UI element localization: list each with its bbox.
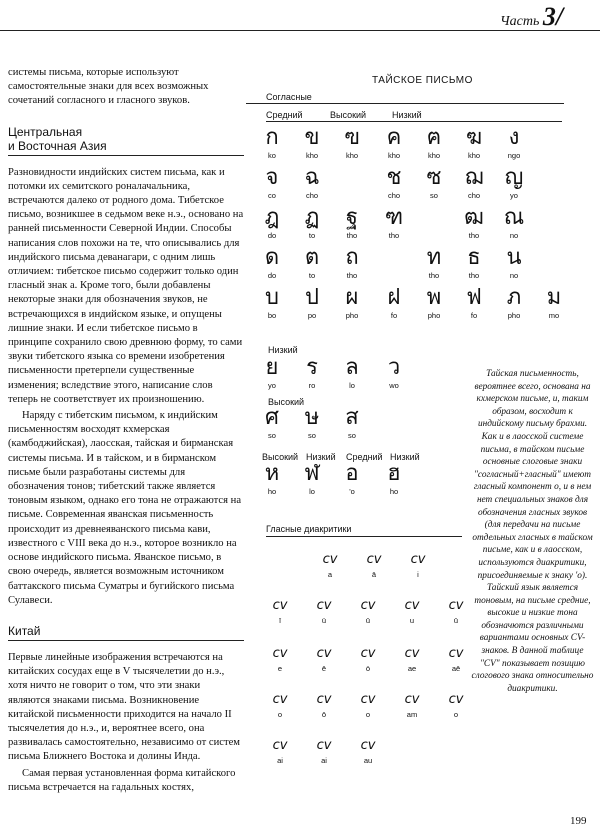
thai-letter: บ [265,285,279,310]
transliteration: no [509,231,519,240]
transliteration: ngo [507,151,521,160]
class-mid: Средний [266,110,303,120]
thai-letter: ก [265,125,279,150]
transliteration: tho [468,231,480,240]
transliteration: cho [387,191,401,200]
thai-letter: ฌ [464,165,484,190]
thai-letter: cv [316,598,332,613]
side-note: Тайская письменность, вероятнее всего, основана на кхмерском письме, и, таким образом, восходит к индийскому письму брахми. Как и в лаосской системе письма, в тайском письме основные слоговые знаки "согласный+гласный" имеют гласный компонент о, и в нем нет специальных знаков для обозначения гласных звуков (для передачи на письме отдельных гласных в тайском письме, как и в лаосском, используются диакритики, присоединяемые к знаку 'o). Тайский язык является тоновым, на письме средние, высокие и низкие тона обозначются различными вариантами основных CV-знаков. В данной таблице "CV" показывает позицию слогового знака относительно диакритики. [471,369,594,694]
thai-letter: ย [265,355,279,380]
transliteration: kho [427,151,441,160]
thai-letter: ภ [506,285,522,310]
thai-letter: ด [264,245,280,270]
running-header [500,2,563,32]
thai-letter: ผ [345,285,359,310]
paragraph: Разновидности индийских систем письма, как и потомки их семитского роналачальника, встречаются далеко от родного дома. Тибетское письмо, возникшее в седьмом веке н.э., основано на ранней письменности Северной Индии. Способы написания слов похожи на те, что описывались для индийского письма деванагари, с одним лишь отличием: тибетское письмо содержит только один гласный знак а. Кроме того, были добавлены некоторые знаки для обозначения звуков, не встречающихся в индийском языке, и опущены лишние знаки. И если тибетское письмо в принципе сохранило свою древнюю форму, то сами звуки тибетского языка со времени изобретения письменности претерпели существенные изменения; вследствие этого, написание слов теперь не соответствует их произношению. [8,166,244,405]
thai-letter: cv [272,646,288,661]
transliteration: tho [468,271,480,280]
thai-letter: ม [546,285,562,310]
thai-letter: ฐ [345,205,359,230]
transliteration: o [453,710,459,719]
thai-letter: ฑ [384,205,404,230]
thai-letter: ฅ [426,125,442,150]
header-rule [0,30,600,31]
thai-letter: ถ [345,245,359,270]
thai-letter: ฬ [304,461,320,486]
transliteration: no [509,271,519,280]
left-column [8,66,244,797]
transliteration: ö [365,664,371,673]
section-heading-china: Китай [8,624,244,641]
thai-letter: ณ [503,205,525,230]
transliteration: lo [309,487,315,496]
transliteration: yo [268,381,276,390]
paragraph: Наряду с тибетским письмом, к индийским письменностям восходят кхмерская (камбоджийская), лаосская, тайская и бирманская системы письма. И в тайском, и в бирманском письме были разработаны системы для обозначения тонов; тибетский также является тоновым языком, однако его тона не отражаются на письме. Современная яванская письменность происходит из древнеяванского письма кави, известного с VIII века до н.э., которое возникло на основе индийского письма. Яванское письмо, в свою очередь, является возможным источником баттакского письма Суматры и бугийского письма Сулавеси. [8,410,242,606]
thai-letter: ส [345,405,359,430]
thai-letter: ป [305,285,319,310]
thai-letter: cv [404,646,420,661]
thai-letter: ช [386,165,402,190]
thai-letter: ฝ [387,285,401,310]
transliteration: i [417,570,419,579]
thai-letter: cv [360,692,376,707]
transliteration: co [268,191,276,200]
transliteration: au [363,756,373,765]
thai-letter: ฃ [344,125,360,150]
transliteration: ū [365,616,371,625]
transliteration: ē [321,664,327,673]
transliteration: po [307,311,317,320]
thai-letter: ฟ [466,285,482,310]
thai-letter: อ [345,461,359,486]
thai-letter: ฒ [464,205,484,230]
transliteration: pho [507,311,521,320]
transliteration: 'o [349,487,355,496]
thai-letter: cv [316,738,332,753]
thai-letter: cv [448,646,464,661]
consonants-label: Согласные [266,92,312,102]
transliteration: ai [321,756,327,765]
thai-letter: ข [304,125,320,150]
transliteration: do [267,271,277,280]
transliteration: o [365,710,371,719]
thai-letter: ฏ [304,205,320,230]
thai-letter: cv [410,552,426,567]
thai-letter: cv [360,646,376,661]
thai-letter: cv [366,552,382,567]
transliteration: to [308,271,316,280]
thai-letter: ธ [467,245,481,270]
transliteration: wo [389,381,399,390]
transliteration: tho [346,231,358,240]
transliteration: ü [321,616,327,625]
thai-letter: ฆ [465,125,483,150]
transliteration: ho [267,487,277,496]
transliteration: so [308,431,316,440]
thai-letter: ท [426,245,442,270]
transliteration: ai [277,756,283,765]
transliteration: pho [345,311,359,320]
transliteration: bo [267,311,277,320]
row-label: Высокий [262,452,299,462]
transliteration: yo [510,191,518,200]
section-heading-asia: Центральная и Восточная Азия [8,125,244,156]
thai-letter: ว [387,355,401,380]
transliteration: kho [467,151,481,160]
transliteration: tho [388,231,400,240]
row-label: Низкий [306,452,336,462]
paragraph: Самая первая установленная форма китайского письма встречается на гадальных костях, [8,767,236,793]
thai-letter: ง [508,125,520,150]
thai-letter: cv [272,692,288,707]
paragraph: Первые линейные изображения встречаются на китайских сосудах еще в V тысячелетии до н.э., хотя ничто не говорит о том, что эти знаки являются знаками письма. Возникновение китайской письменности приходится на начало II тысячелетия до н.э., и, вероятнее всего, она развивалась самостоятельно, независимо от систем письма Ближнего Востока и долины Инда. [8,651,240,763]
row-label: Средний [346,452,383,462]
header-part: Часть [500,14,540,29]
thai-letter: ห [264,461,280,486]
transliteration: e [277,664,283,673]
transliteration: fo [470,311,478,320]
thai-letter: cv [404,598,420,613]
transliteration: ī [278,616,282,625]
thai-letter: cv [322,552,338,567]
intro-paragraph: системы письма, которые используют самостоятельные знаки для всех возможных сочетаний согласного и гласного звуков. [8,67,209,107]
thai-letter: ซ [426,165,442,190]
transliteration: ae [407,664,417,673]
thai-letter: น [506,245,522,270]
transliteration: ā [371,570,377,579]
thai-letter: cv [448,692,464,707]
thai-letter: cv [272,738,288,753]
transliteration: tho [346,271,358,280]
transliteration: a [327,570,333,579]
thai-letter: cv [272,598,288,613]
header-number: 3/ [542,2,564,31]
transliteration: ū [453,616,459,625]
thai-letter: ร [306,355,318,380]
transliteration: am [406,710,418,719]
transliteration: so [348,431,356,440]
low-class-label: Низкий [268,345,298,355]
transliteration: aē [451,664,461,673]
class-low: Низкий [392,110,422,120]
thai-letter: cv [360,598,376,613]
transliteration: so [430,191,438,200]
thai-letter: ญ [504,165,524,190]
transliteration: so [268,431,276,440]
transliteration: cho [305,191,319,200]
transliteration: ro [308,381,316,390]
transliteration: pho [427,311,441,320]
transliteration: fo [390,311,398,320]
thai-letter: cv [316,692,332,707]
thai-letter: cv [316,646,332,661]
chart-rule [266,121,562,122]
thai-letter: ศ [265,405,279,430]
chart-title: ТАЙСКОЕ ПИСЬМО [372,75,473,86]
row-label: Низкий [390,452,420,462]
transliteration: to [308,231,316,240]
transliteration: kho [345,151,359,160]
transliteration: kho [387,151,401,160]
transliteration: lo [349,381,355,390]
thai-letter: cv [360,738,376,753]
transliteration: kho [305,151,319,160]
thai-letter: จ [265,165,279,190]
diacritics-label: Гласные диакритики [266,524,352,534]
class-high: Высокий [330,110,367,120]
high-class-label: Высокий [268,397,305,407]
transliteration: ko [268,151,276,160]
transliteration: tho [428,271,440,280]
transliteration: do [267,231,277,240]
thai-letter: cv [404,692,420,707]
thai-letter: ต [304,245,320,270]
chart-rule [266,536,462,537]
transliteration: mo [548,311,560,320]
thai-letter: ษ [304,405,320,430]
thai-letter: ฎ [264,205,280,230]
thai-letter: cv [448,598,464,613]
transliteration: ō [321,710,327,719]
transliteration: u [409,616,415,625]
page-number: 199 [570,815,587,827]
thai-letter: พ [426,285,442,310]
transliteration: ho [389,487,399,496]
thai-letter: ล [345,355,359,380]
thai-letter: ฮ [387,461,401,486]
transliteration: cho [467,191,481,200]
chart-rule [246,103,564,104]
thai-letter: ค [386,125,402,150]
transliteration: o [277,710,283,719]
thai-letter: ฉ [304,165,320,190]
